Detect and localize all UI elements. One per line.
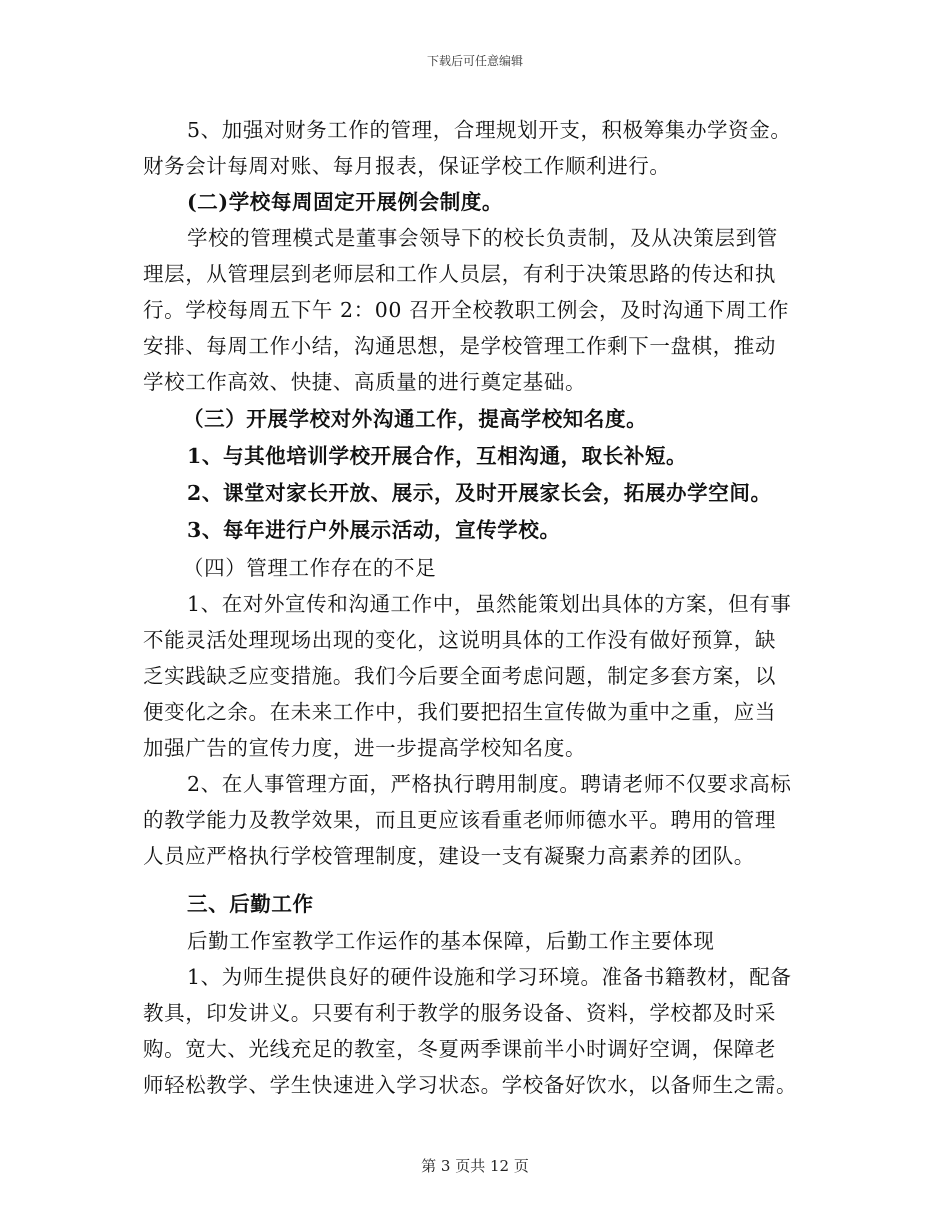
section-heading: （四）管理工作存在的不足 xyxy=(183,556,437,580)
paragraph-line: 人员应严格执行学校管理制度，建设一支有凝聚力高素养的团队。 xyxy=(143,844,755,868)
page-footer: 第 3 页共 12 页 xyxy=(421,1157,529,1175)
bold-list-item: 1、与其他培训学校开展合作，互相沟通，取长补短。 xyxy=(187,444,688,468)
section-heading: 三、后勤工作 xyxy=(187,892,314,916)
page-header: 下载后可任意编辑 xyxy=(426,54,523,68)
paragraph-line: 教具，印发讲义。只要有利于教学的服务设备、资料，学校都及时采 xyxy=(143,1001,776,1025)
paragraph-line: 安排、每周工作小结，沟通思想，是学校管理工作剩下一盘棋，推动 xyxy=(143,334,776,358)
paragraph-line: 行。学校每周五下午 2：00 召开全校教职工例会，及时沟通下周工作 xyxy=(143,298,789,322)
bold-list-item: 2、课堂对家长开放、展示，及时开展家长会，拓展办学空间。 xyxy=(187,481,772,505)
paragraph-line: 便变化之余。在未来工作中，我们要把招生宣传做为重中之重，应当 xyxy=(143,700,776,724)
section-heading: (二)学校每周固定开展例会制度。 xyxy=(187,190,503,214)
paragraph-line: 后勤工作室教学工作运作的基本保障，后勤工作主要体现 xyxy=(187,929,715,953)
paragraph-line: 1、为师生提供良好的硬件设施和学习环境。准备书籍教材，配备 xyxy=(187,965,792,989)
paragraph-line: 不能灵活处理现场出现的变化，这说明具体的工作没有做好预算，缺 xyxy=(143,628,776,652)
paragraph-line: 1、在对外宣传和沟通工作中，虽然能策划出具体的方案，但有事 xyxy=(187,592,792,616)
paragraph-line: 财务会计每周对账、每月报表，保证学校工作顺利进行。 xyxy=(143,154,671,178)
bold-list-item: 3、每年进行户外展示活动，宣传学校。 xyxy=(187,518,561,542)
paragraph-line: 乏实践缺乏应变措施。我们今后要全面考虑问题，制定多套方案，以 xyxy=(143,664,776,688)
paragraph-line: 2、在人事管理方面，严格执行聘用制度。聘请老师不仅要求高标 xyxy=(187,772,792,796)
paragraph-line: 理层，从管理层到老师层和工作人员层，有利于决策思路的传达和执 xyxy=(143,262,776,286)
section-heading: （三）开展学校对外沟通工作，提高学校知名度。 xyxy=(183,407,648,431)
paragraph-line: 5、加强对财务工作的管理，合理规划开支，积极筹集办学资金。 xyxy=(187,118,792,142)
paragraph-line: 师轻松教学、学生快速进入学习状态。学校备好饮水，以备师生之需。 xyxy=(143,1073,798,1097)
paragraph-line: 购。宽大、光线充足的教室，冬夏两季课前半小时调好空调，保障老 xyxy=(143,1037,776,1061)
paragraph-line: 学校的管理模式是董事会领导下的校长负责制，及从决策层到管 xyxy=(187,226,778,250)
paragraph-line: 加强广告的宣传力度，进一步提高学校知名度。 xyxy=(143,736,587,760)
paragraph-line: 学校工作高效、快捷、高质量的进行奠定基础。 xyxy=(143,370,587,394)
paragraph-line: 的教学能力及教学效果，而且更应该看重老师师德水平。聘用的管理 xyxy=(143,808,776,832)
